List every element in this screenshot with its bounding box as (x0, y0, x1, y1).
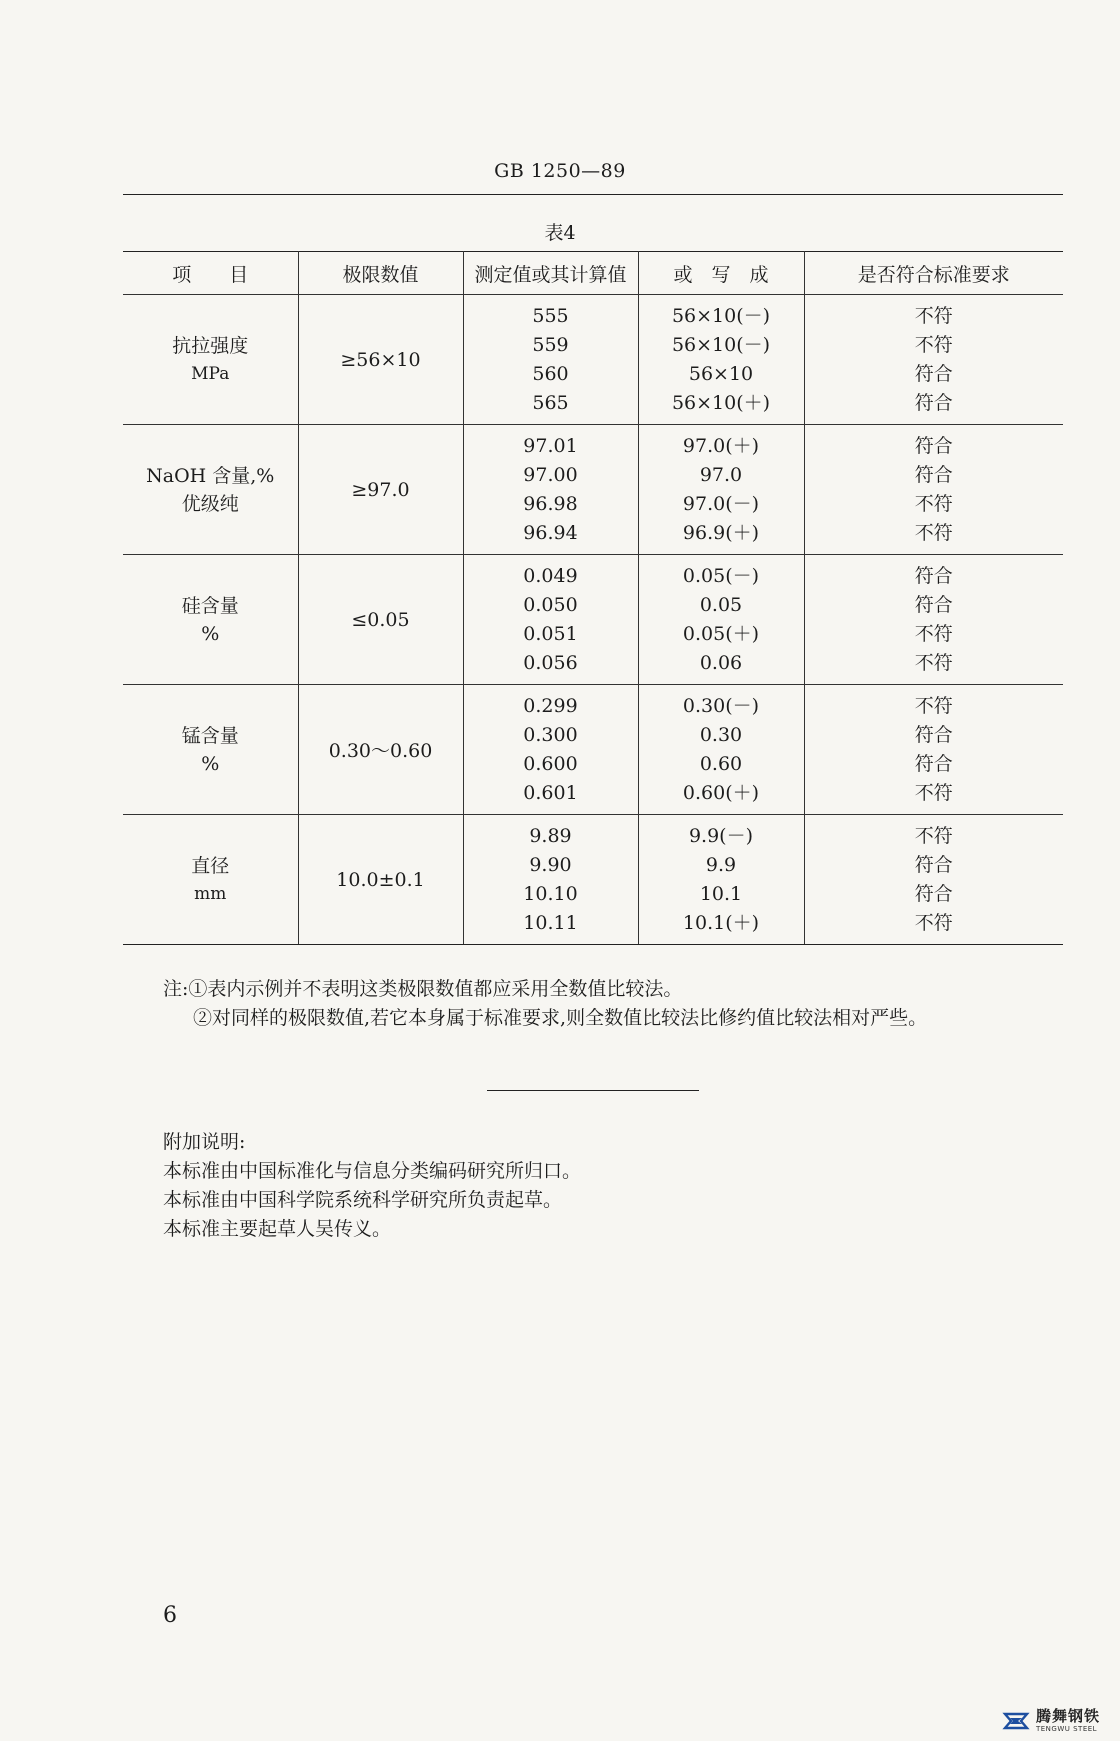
column-header-limit: 极限数值 (298, 252, 463, 295)
written-value: 0.30 (699, 723, 743, 746)
measured-value: 0.299 (523, 694, 578, 717)
measured-value: 0.601 (523, 781, 578, 804)
tengwu-logo-icon (1002, 1707, 1030, 1735)
table-row-group (123, 555, 1063, 685)
item-name: NaOH 含量,% (146, 464, 275, 487)
compliance-value: 符合 (914, 391, 953, 414)
written-cell (638, 815, 804, 945)
limit-cell: 0.30～0.60 (298, 685, 463, 815)
compliance-value: 不符 (914, 651, 953, 674)
measured-value: 0.056 (523, 651, 578, 674)
measured-value: 565 (532, 391, 569, 414)
item-name: 抗拉强度 (172, 334, 249, 357)
header-rule (123, 194, 1063, 195)
item-name: 直径 (191, 854, 230, 877)
note-1: 注:①表内示例并不表明这类极限数值都应采用全数值比较法。 (163, 978, 683, 1000)
written-value: 10.1 (699, 882, 743, 905)
measured-value: 0.049 (523, 564, 578, 587)
measured-value: 0.600 (523, 752, 578, 775)
compliance-value: 不符 (914, 622, 953, 645)
written-value: 56×10(＋) (671, 391, 771, 414)
written-value: 56×10(－) (671, 304, 771, 327)
limit-cell: ≥56×10 (298, 295, 463, 425)
compliance-value: 符合 (914, 564, 953, 587)
compliance-cell (804, 295, 1063, 425)
compliance-value: 符合 (914, 362, 953, 385)
compliance-value: 不符 (914, 492, 953, 515)
compliance-value: 不符 (914, 694, 953, 717)
limit-cell: 10.0±0.1 (298, 815, 463, 945)
page-number: 6 (163, 1603, 177, 1628)
written-cell (638, 295, 804, 425)
measured-cell (463, 425, 638, 555)
watermark-brand-cn: 腾舞钢铁 (1035, 1707, 1100, 1725)
compliance-value: 符合 (914, 463, 953, 486)
limit-cell: ≥97.0 (298, 425, 463, 555)
written-value: 56×10(－) (671, 333, 771, 356)
written-value: 0.06 (699, 651, 743, 674)
written-value: 0.30(－) (682, 694, 760, 717)
written-cell (638, 425, 804, 555)
table-caption: 表4 (544, 222, 576, 244)
limit-cell: ≤0.05 (298, 555, 463, 685)
item-unit: 优级纯 (181, 492, 239, 515)
compliance-value: 不符 (914, 521, 953, 544)
column-header-compliance: 是否符合标准要求 (804, 252, 1063, 295)
compliance-value: 不符 (914, 824, 953, 847)
written-value: 0.60(＋) (682, 781, 760, 804)
measured-value: 0.050 (523, 593, 578, 616)
watermark-brand-en: TENGWU STEEL (1035, 1725, 1098, 1733)
measured-cell (463, 295, 638, 425)
table-header-row (123, 252, 1063, 295)
item-name: 硅含量 (181, 594, 239, 617)
written-cell (638, 555, 804, 685)
measured-cell (463, 815, 638, 945)
document-header: GB 1250—89 (494, 160, 626, 182)
item-name: 锰含量 (181, 724, 239, 747)
table-row-group (123, 425, 1063, 555)
item-cell (123, 685, 298, 815)
written-value: 0.05(－) (682, 564, 760, 587)
written-value: 97.0 (699, 463, 743, 486)
compliance-value: 不符 (914, 781, 953, 804)
compliance-value: 符合 (914, 434, 953, 457)
measured-value: 96.98 (523, 492, 578, 515)
item-cell (123, 555, 298, 685)
measured-cell (463, 685, 638, 815)
written-value: 97.0(＋) (682, 434, 760, 457)
compliance-cell (804, 815, 1063, 945)
addendum (163, 1128, 581, 1244)
measured-value: 559 (532, 333, 569, 356)
compliance-value: 符合 (914, 752, 953, 775)
column-header-item: 项 目 (123, 252, 298, 295)
compliance-value: 符合 (914, 593, 953, 616)
written-value: 0.05(＋) (682, 622, 760, 645)
measured-value: 9.89 (529, 824, 572, 847)
note-2: ②对同样的极限数值,若它本身属于标准要求,则全数值比较法比修约值比较法相对严些。 (193, 1007, 928, 1029)
table-row-group (123, 295, 1063, 425)
addendum-line: 本标准由中国科学院系统科学研究所负责起草。 (163, 1189, 563, 1211)
compliance-value: 不符 (914, 304, 953, 327)
written-value: 0.05 (699, 593, 743, 616)
addendum-heading: 附加说明: (163, 1131, 246, 1153)
table-row-group (123, 815, 1063, 945)
compliance-cell (804, 685, 1063, 815)
item-unit: % (201, 752, 220, 775)
compliance-cell (804, 425, 1063, 555)
written-value: 0.60 (699, 752, 743, 775)
measured-value: 10.11 (523, 911, 578, 934)
measured-value: 97.01 (523, 434, 578, 457)
measured-value: 0.300 (523, 723, 578, 746)
item-unit: % (201, 622, 220, 645)
column-header-written: 或 写 成 (638, 252, 804, 295)
compliance-value: 不符 (914, 333, 953, 356)
compliance-value: 符合 (914, 882, 953, 905)
section-separator (487, 1090, 699, 1091)
measured-value: 555 (532, 304, 569, 327)
measured-value: 560 (532, 362, 569, 385)
written-value: 96.9(＋) (682, 521, 760, 544)
addendum-line: 本标准主要起草人吴传义。 (163, 1218, 392, 1240)
written-cell (638, 685, 804, 815)
measured-cell (463, 555, 638, 685)
written-value: 9.9 (705, 853, 737, 876)
addendum-line: 本标准由中国标准化与信息分类编码研究所归口。 (163, 1160, 582, 1182)
compliance-value: 符合 (914, 723, 953, 746)
measured-value: 9.90 (529, 853, 572, 876)
written-value: 10.1(＋) (682, 911, 760, 934)
item-unit: mm (194, 883, 227, 904)
measured-value: 10.10 (523, 882, 578, 905)
compliance-cell (804, 555, 1063, 685)
measured-value: 96.94 (523, 521, 578, 544)
watermark (1002, 1707, 1100, 1735)
table-notes (163, 975, 927, 1033)
compliance-value: 符合 (914, 853, 953, 876)
limit-values-table (123, 251, 1063, 945)
item-unit: MPa (191, 363, 230, 384)
measured-value: 97.00 (523, 463, 578, 486)
item-cell (123, 295, 298, 425)
column-header-measured: 测定值或其计算值 (463, 252, 638, 295)
written-value: 97.0(－) (682, 492, 760, 515)
compliance-value: 不符 (914, 911, 953, 934)
item-cell (123, 815, 298, 945)
table-row-group (123, 685, 1063, 815)
written-value: 9.9(－) (688, 824, 754, 847)
measured-value: 0.051 (523, 622, 578, 645)
written-value: 56×10 (688, 362, 754, 385)
item-cell (123, 425, 298, 555)
